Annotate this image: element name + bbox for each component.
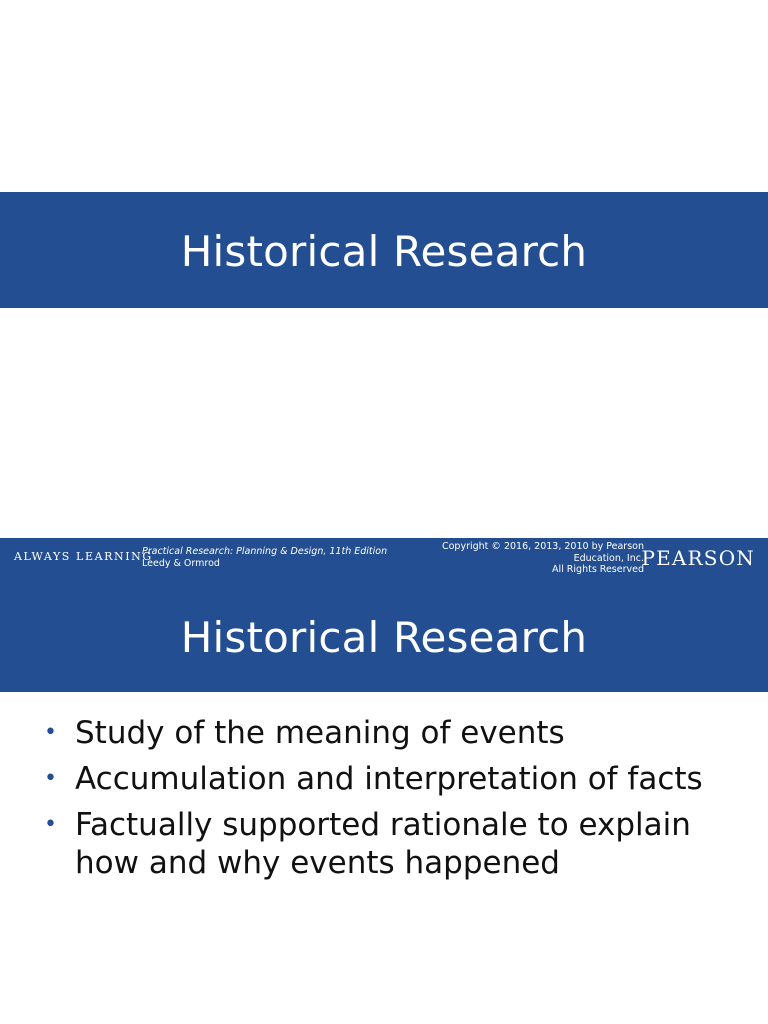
bullet-list xyxy=(0,714,768,890)
title-band xyxy=(0,192,768,308)
bullet-item xyxy=(0,806,768,882)
bullet-text: Factually supported rationale to explain how and why events happened xyxy=(75,807,691,881)
slide-title: Historical Research xyxy=(180,612,588,662)
always-learning-tagline: ALWAYS LEARNING xyxy=(14,550,153,563)
book-info xyxy=(142,546,387,570)
copyright-line: Education, Inc. xyxy=(573,552,644,564)
title-band xyxy=(0,590,768,692)
slide-footer xyxy=(0,538,768,590)
bullet-item xyxy=(0,714,768,752)
book-authors: Leedy & Ormrod xyxy=(142,558,220,569)
bullet-text: Accumulation and interpretation of facts xyxy=(75,761,703,797)
slide-title: Historical Research xyxy=(180,226,588,276)
copyright-line: Copyright © 2016, 2013, 2010 by Pearson xyxy=(441,541,644,552)
pearson-logo: PEARSON xyxy=(641,546,755,570)
bullet-item xyxy=(0,760,768,798)
bullet-dot-icon: • xyxy=(44,720,57,745)
bullet-dot-icon: • xyxy=(44,766,57,791)
bullet-dot-icon: • xyxy=(44,812,57,837)
copyright-line: All Rights Reserved xyxy=(552,564,644,575)
bullet-text: Study of the meaning of events xyxy=(75,715,565,751)
copyright-notice xyxy=(442,541,644,576)
book-title: Practical Research: Planning & Design, 11th Edition xyxy=(142,546,388,557)
